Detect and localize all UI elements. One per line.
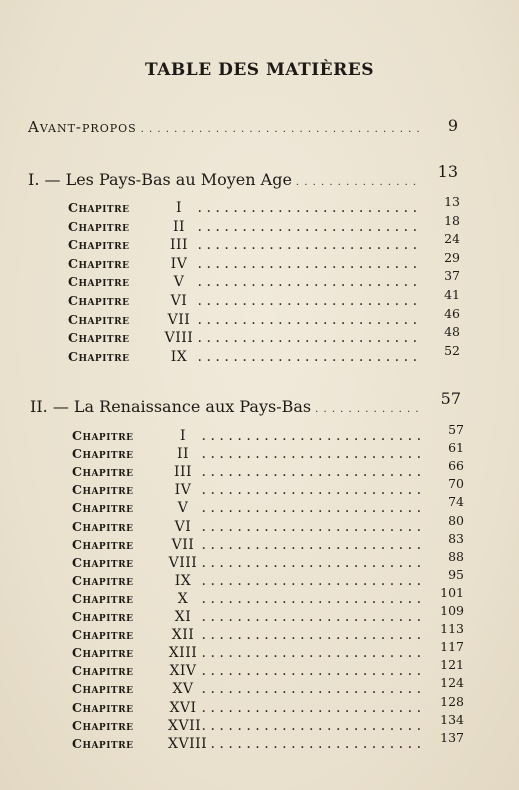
- dot-leader: [141, 124, 419, 135]
- chapter-number: IV: [174, 482, 192, 499]
- dot-leader: [198, 353, 416, 364]
- chapter-entry: [72, 500, 424, 516]
- chapter-page: 128: [440, 693, 464, 709]
- dot-leader: [202, 649, 420, 660]
- chapter-label: Chapitre: [68, 293, 130, 308]
- chapter-entry: [72, 464, 424, 480]
- chapter-label: Chapitre: [72, 554, 134, 570]
- chapter-number: III: [173, 464, 193, 481]
- chapter-entry: [68, 349, 420, 365]
- chapter-number: I: [179, 428, 187, 444]
- chapter-page: 117: [440, 639, 464, 655]
- chapter-page: 61: [448, 440, 464, 456]
- chapter-entry: [72, 700, 424, 716]
- chapter-number: XI: [174, 609, 192, 625]
- chapter-entry: [72, 718, 424, 734]
- chapter-label: Chapitre: [72, 464, 134, 480]
- chapter-number: XV: [172, 681, 194, 698]
- chapter-number: XVII: [168, 717, 202, 734]
- chapter-entry: [68, 256, 420, 272]
- chapter-entry: [72, 519, 424, 535]
- chapter-label: Chapitre: [72, 518, 134, 534]
- chapter-number: IX: [174, 572, 192, 589]
- dot-leader: [202, 468, 420, 479]
- chapter-label: Chapitre: [72, 627, 134, 643]
- chapter-number: XIII: [168, 645, 198, 662]
- chapter-page: 52: [444, 342, 460, 358]
- chapter-number: VIII: [168, 554, 198, 571]
- dot-leader: [198, 260, 416, 271]
- chapter-entry: [72, 555, 424, 571]
- page-title: TABLE DES MATIÈRES: [144, 60, 374, 80]
- chapter-number: V: [177, 500, 189, 517]
- dot-leader: [202, 541, 420, 552]
- chapter-label: Chapitre: [72, 482, 134, 498]
- chapter-number: V: [173, 274, 185, 291]
- chapter-page: 70: [448, 476, 464, 492]
- chapter-number: XII: [171, 627, 195, 644]
- chapter-number: III: [169, 237, 189, 254]
- chapter-page: 137: [440, 729, 464, 745]
- chapter-label: Chapitre: [72, 717, 134, 733]
- dot-leader: [202, 450, 420, 461]
- chapter-page: 18: [444, 212, 460, 228]
- dot-leader: [198, 278, 416, 289]
- chapter-page: 41: [444, 287, 460, 302]
- chapter-label: Chapitre: [72, 699, 134, 715]
- dot-leader: [202, 685, 420, 696]
- part-2-label: II. — La Renaissance aux Pays-Bas: [30, 397, 312, 416]
- chapter-entry: [72, 663, 424, 679]
- chapter-page: 101: [440, 584, 464, 600]
- chapter-number: XVI: [169, 699, 197, 716]
- chapter-label: Chapitre: [68, 200, 130, 215]
- chapter-label: Chapitre: [72, 446, 134, 462]
- toc-entry-part-1: [28, 170, 421, 189]
- dot-leader: [202, 577, 420, 588]
- chapter-entry: [72, 446, 424, 462]
- chapter-entry: [68, 312, 420, 328]
- chapter-entry: [72, 482, 424, 498]
- chapter-entry: [72, 736, 424, 752]
- chapter-entry: [68, 237, 420, 253]
- chapter-page: 57: [448, 422, 464, 437]
- part-1-label: I. — Les Pays-Bas au Moyen Age: [28, 170, 292, 189]
- chapter-label: Chapitre: [68, 237, 130, 253]
- chapter-label: Chapitre: [68, 330, 130, 346]
- chapter-number: VIII: [164, 330, 194, 347]
- dot-leader: [202, 722, 420, 733]
- chapter-number: IV: [170, 255, 188, 272]
- dot-leader: [296, 177, 417, 188]
- chapter-page: 29: [444, 249, 460, 265]
- dot-leader: [198, 316, 416, 327]
- chapter-page: 24: [444, 231, 460, 247]
- chapter-entry: [72, 428, 424, 444]
- chapter-label: Chapitre: [68, 311, 130, 327]
- chapter-number: VI: [170, 293, 188, 309]
- chapter-entry: [72, 537, 424, 553]
- chapter-page: 74: [448, 494, 464, 510]
- dot-leader: [202, 631, 420, 642]
- chapter-page: 113: [440, 621, 464, 637]
- chapter-page: 83: [448, 530, 464, 546]
- chapter-number: XIV: [169, 663, 197, 680]
- dot-leader: [202, 559, 420, 570]
- chapter-entry: [68, 200, 420, 216]
- dot-leader: [202, 667, 420, 678]
- chapter-label: Chapitre: [72, 590, 134, 606]
- dot-leader: [202, 704, 420, 715]
- chapter-page: 46: [444, 305, 460, 321]
- chapter-label: Chapitre: [68, 218, 130, 234]
- part-2-page: 57: [440, 389, 461, 408]
- chapter-entry: [72, 645, 424, 661]
- dot-leader: [202, 595, 420, 606]
- chapter-page: 134: [440, 711, 464, 727]
- avant-propos-page: 9: [447, 116, 458, 135]
- chapter-entry: [68, 330, 420, 346]
- chapter-page: 37: [444, 268, 460, 284]
- dot-leader: [202, 740, 420, 751]
- chapter-page: 124: [440, 675, 464, 691]
- chapter-label: Chapitre: [72, 428, 134, 443]
- chapter-entry: [68, 219, 420, 235]
- dot-leader: [198, 297, 416, 308]
- dot-leader: [198, 241, 416, 252]
- chapter-entry: [72, 609, 424, 625]
- chapter-entry: [72, 627, 424, 643]
- chapter-number: VI: [174, 518, 192, 535]
- chapter-page: 66: [448, 458, 464, 474]
- part-1-page: 13: [437, 162, 458, 181]
- chapter-page: 80: [448, 512, 464, 528]
- chapter-entry: [72, 591, 424, 607]
- chapter-label: Chapitre: [72, 645, 134, 661]
- chapter-number: II: [172, 218, 186, 235]
- chapter-label: Chapitre: [72, 681, 134, 697]
- chapter-page: 88: [448, 548, 464, 564]
- dot-leader: [198, 223, 416, 234]
- dot-leader: [202, 486, 420, 497]
- dot-leader: [202, 523, 420, 534]
- chapter-label: Chapitre: [68, 255, 130, 271]
- chapter-label: Chapitre: [68, 274, 130, 290]
- chapter-page: 48: [444, 324, 460, 340]
- toc-entry-part-2: [30, 397, 422, 416]
- chapter-entry: [72, 573, 424, 589]
- chapter-label: Chapitre: [72, 500, 134, 516]
- avant-propos-label: Avant-propos: [28, 118, 137, 136]
- dot-leader: [202, 613, 420, 624]
- chapter-page: 109: [440, 603, 464, 618]
- chapter-page: 13: [444, 194, 460, 209]
- chapter-page: 95: [448, 566, 464, 582]
- chapter-number: X: [177, 590, 189, 607]
- dot-leader: [198, 334, 416, 345]
- dot-leader: [198, 204, 416, 215]
- chapter-label: Chapitre: [72, 536, 134, 552]
- chapter-label: Chapitre: [72, 735, 134, 751]
- chapter-entry: [68, 274, 420, 290]
- chapter-number: II: [176, 446, 190, 463]
- toc-entry-avant-propos: [28, 118, 423, 136]
- dot-leader: [315, 404, 418, 415]
- dot-leader: [202, 504, 420, 515]
- dot-leader: [202, 432, 420, 443]
- chapter-entry: [68, 293, 420, 309]
- chapter-label: Chapitre: [68, 348, 130, 364]
- chapter-label: Chapitre: [72, 572, 134, 588]
- chapter-number: VII: [167, 311, 191, 328]
- chapter-entry: [72, 681, 424, 697]
- chapter-number: I: [175, 200, 183, 216]
- chapter-label: Chapitre: [72, 609, 134, 624]
- chapter-number: VII: [171, 536, 195, 553]
- chapter-number: IX: [170, 348, 188, 365]
- chapter-label: Chapitre: [72, 663, 134, 679]
- chapter-number: XVIII: [168, 735, 208, 752]
- chapter-page: 121: [440, 657, 464, 673]
